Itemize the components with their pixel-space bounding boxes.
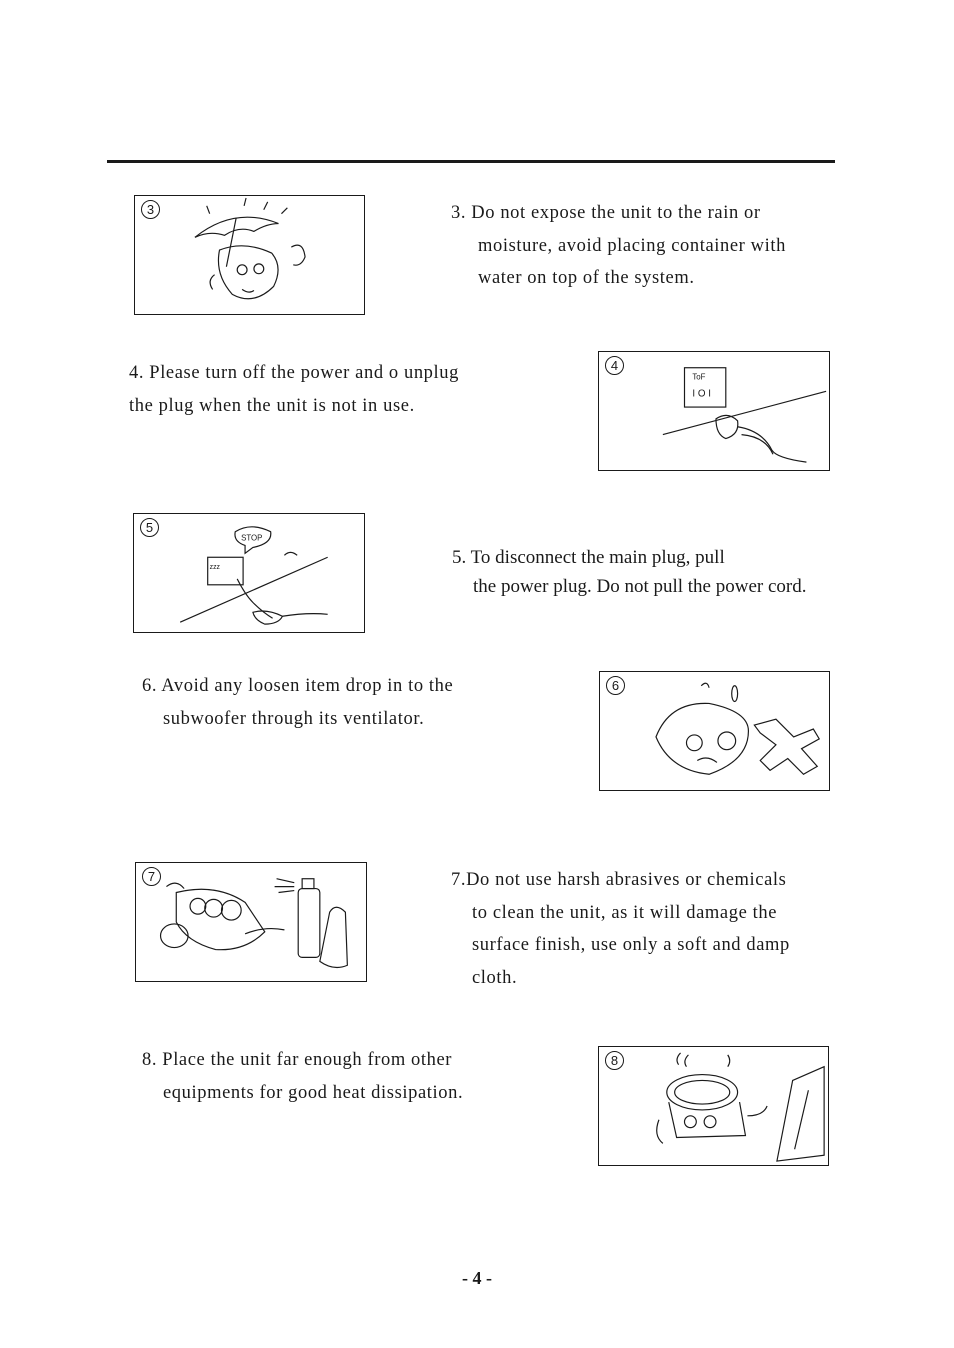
illustration-chemicals: [135, 862, 367, 982]
instruction-5: 5. To disconnect the main plug, pull the power plug. Do not pull the power cord.: [452, 547, 807, 597]
outlet-sign-text: ToF: [692, 372, 706, 382]
zz-text: zzz: [209, 564, 220, 572]
illustration-rain-umbrella: [134, 195, 365, 315]
step-badge-8: 8: [605, 1051, 624, 1070]
illustration-ventilator: [599, 671, 830, 791]
instruction-4: 4. Please turn off the power and o unplug the plug when the unit is not in use.: [129, 363, 459, 416]
outlet-buttons-text: I O I: [692, 388, 711, 400]
page-number: - 4 -: [462, 1268, 492, 1288]
illustration-pull-plug: [133, 513, 365, 633]
step-badge-5: 5: [140, 518, 159, 537]
illustration-unplug: [598, 351, 830, 471]
instruction-3: 3. Do not expose the unit to the rain or moisture, avoid placing container with water on top of the system.: [451, 203, 786, 288]
header-rule: [107, 160, 835, 163]
step-badge-6: 6: [606, 676, 625, 695]
step-badge-4: 4: [605, 356, 624, 375]
instruction-8: 8. Place the unit far enough from other equipments for good heat dissipation.: [142, 1050, 464, 1103]
instruction-6: 6. Avoid any loosen item drop in to the subwoofer through its ventilator.: [142, 676, 454, 729]
step-badge-7: 7: [142, 867, 161, 886]
instruction-7: 7.Do not use harsh abrasives or chemicals to clean the unit, as it will damage the surface finish, use only a soft and damp cloth.: [451, 870, 790, 988]
stop-bubble-text: STOP: [241, 533, 263, 543]
illustration-heat: [598, 1046, 829, 1166]
step-badge-3: 3: [141, 200, 160, 219]
